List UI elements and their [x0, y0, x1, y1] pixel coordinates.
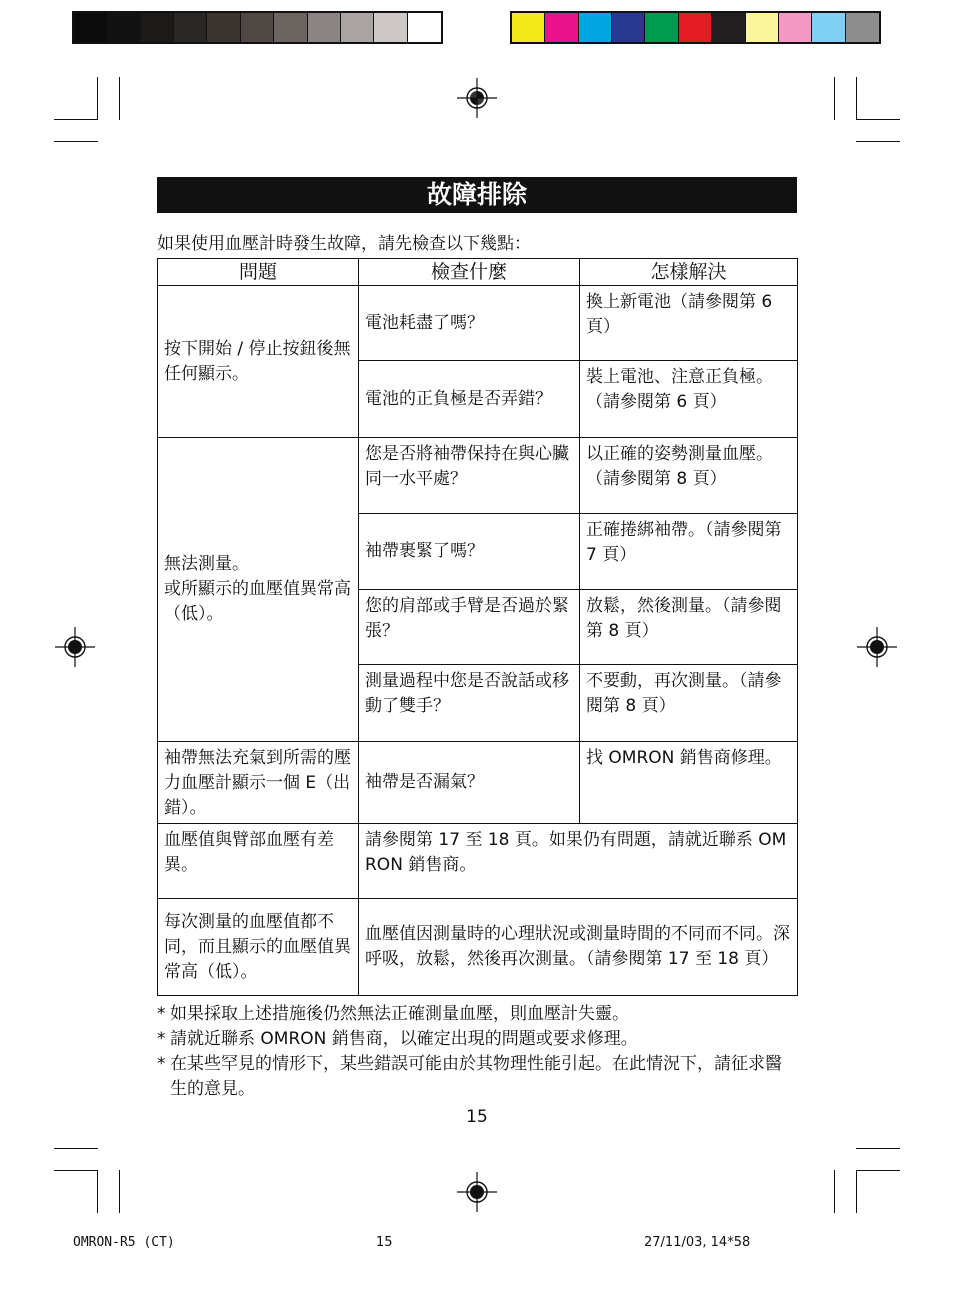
process-color-bar	[510, 11, 881, 44]
crop-mark	[856, 119, 900, 120]
solution-cell: 找 OMRON 銷售商修理。	[580, 742, 798, 824]
color-swatch	[746, 13, 779, 42]
problem-cell: 按下開始 / 停止按鈕後無任何顯示。	[158, 286, 359, 438]
grayscale-color-bar	[72, 11, 443, 44]
crop-mark	[97, 1170, 98, 1213]
footnote-text: 請就近聯系 OMRON 銷售商，以確定出現的問題或要求修理。	[170, 1029, 638, 1049]
footer-filename: OMRON-R5 (CT)	[73, 1235, 175, 1250]
color-swatch	[645, 13, 678, 42]
check-cell: 袖帶是否漏氣？	[359, 742, 580, 824]
footnotes	[157, 1002, 797, 1102]
color-swatch	[712, 13, 745, 42]
registration-mark-icon	[857, 627, 897, 667]
crop-mark	[856, 77, 857, 120]
table-row	[158, 824, 798, 899]
color-swatch	[274, 13, 307, 42]
solution-cell: 以正確的姿勢測量血壓。（請參閱第 8 頁）	[580, 438, 798, 514]
color-swatch	[846, 13, 879, 42]
merged-cell: 血壓值因測量時的心理狀況或測量時間的不同而不同。深呼吸，放鬆，然後再次測量。（請參閱第 17 至 18 頁）	[359, 899, 798, 996]
color-swatch	[612, 13, 645, 42]
problem-cell: 血壓值與臂部血壓有差異。	[158, 824, 359, 899]
color-swatch	[512, 13, 545, 42]
color-swatch	[579, 13, 612, 42]
problem-line: 或所顯示的血壓值異常高（低）。	[164, 579, 351, 624]
troubleshooting-table	[157, 258, 798, 996]
crop-mark	[834, 1170, 835, 1213]
color-swatch	[74, 13, 107, 42]
crop-mark	[54, 119, 98, 120]
page-title: 故障排除	[157, 177, 797, 213]
solution-cell: 換上新電池（請參閱第 6 頁）	[580, 286, 798, 361]
check-cell: 您是否將袖帶保持在與心臟同一水平處？	[359, 438, 580, 514]
color-swatch	[779, 13, 812, 42]
color-swatch	[679, 13, 712, 42]
footnote	[157, 1027, 797, 1052]
color-swatch	[374, 13, 407, 42]
footer-timestamp: 27/11/03, 14*58	[644, 1235, 751, 1250]
footer-page: 15	[376, 1235, 393, 1250]
color-swatch	[308, 13, 341, 42]
color-swatch	[241, 13, 274, 42]
intro-text: 如果使用血壓計時發生故障，請先檢查以下幾點：	[157, 234, 531, 254]
problem-cell: 每次測量的血壓值都不同，而且顯示的血壓值異常高（低）。	[158, 899, 359, 996]
table-row	[158, 286, 798, 361]
footnote	[157, 1052, 797, 1102]
check-cell: 袖帶裹緊了嗎？	[359, 514, 580, 590]
crop-mark	[856, 141, 900, 142]
color-swatch	[545, 13, 578, 42]
solution-cell: 正確捲綁袖帶。（請參閱第 7 頁）	[580, 514, 798, 590]
crop-mark	[97, 77, 98, 120]
merged-cell: 請參閱第 17 至 18 頁。如果仍有問題，請就近聯系 OMRON 銷售商。	[359, 824, 798, 899]
crop-mark	[119, 1170, 120, 1213]
header-check: 檢查什麼	[359, 259, 580, 286]
table-header-row	[158, 259, 798, 286]
footnote-mark: *	[157, 1004, 166, 1024]
solution-cell: 裝上電池、注意正負極。（請參閱第 6 頁）	[580, 361, 798, 438]
crop-mark	[54, 1148, 98, 1149]
check-cell: 測量過程中您是否說話或移動了雙手？	[359, 665, 580, 742]
color-swatch	[107, 13, 140, 42]
color-swatch	[141, 13, 174, 42]
footnote-mark: *	[157, 1029, 166, 1049]
page-number: 15	[466, 1107, 488, 1127]
crop-mark	[856, 1148, 900, 1149]
crop-mark	[856, 1170, 900, 1171]
footnote-text: 如果採取上述措施後仍然無法正確測量血壓，則血壓計失靈。	[170, 1004, 629, 1024]
color-swatch	[812, 13, 845, 42]
registration-mark-icon	[457, 78, 497, 118]
footnote	[157, 1002, 797, 1027]
crop-mark	[54, 1170, 98, 1171]
footnote-mark: *	[157, 1054, 166, 1074]
header-solution: 怎樣解決	[580, 259, 798, 286]
problem-line: 無法測量。	[164, 554, 249, 574]
crop-mark	[834, 77, 835, 120]
header-problem: 問題	[158, 259, 359, 286]
problem-cell: 袖帶無法充氣到所需的壓力血壓計顯示一個 E（出錯）。	[158, 742, 359, 824]
check-cell: 您的肩部或手臂是否過於緊張？	[359, 590, 580, 665]
table-row	[158, 899, 798, 996]
table-row	[158, 438, 798, 514]
registration-mark-icon	[55, 627, 95, 667]
color-swatch	[408, 13, 441, 42]
crop-mark	[119, 77, 120, 120]
registration-mark-icon	[457, 1172, 497, 1212]
color-swatch	[341, 13, 374, 42]
footnote-text: 在某些罕見的情形下，某些錯誤可能由於其物理性能引起。在此情況下，請征求醫生的意見。	[170, 1054, 782, 1099]
table-row	[158, 742, 798, 824]
check-cell: 電池的正負極是否弄錯？	[359, 361, 580, 438]
solution-cell: 不要動，再次測量。（請參閱第 8 頁）	[580, 665, 798, 742]
check-cell: 電池耗盡了嗎？	[359, 286, 580, 361]
crop-mark	[54, 141, 98, 142]
problem-cell	[158, 438, 359, 742]
color-swatch	[174, 13, 207, 42]
color-swatch	[207, 13, 240, 42]
solution-cell: 放鬆，然後測量。（請參閱第 8 頁）	[580, 590, 798, 665]
crop-mark	[856, 1170, 857, 1213]
